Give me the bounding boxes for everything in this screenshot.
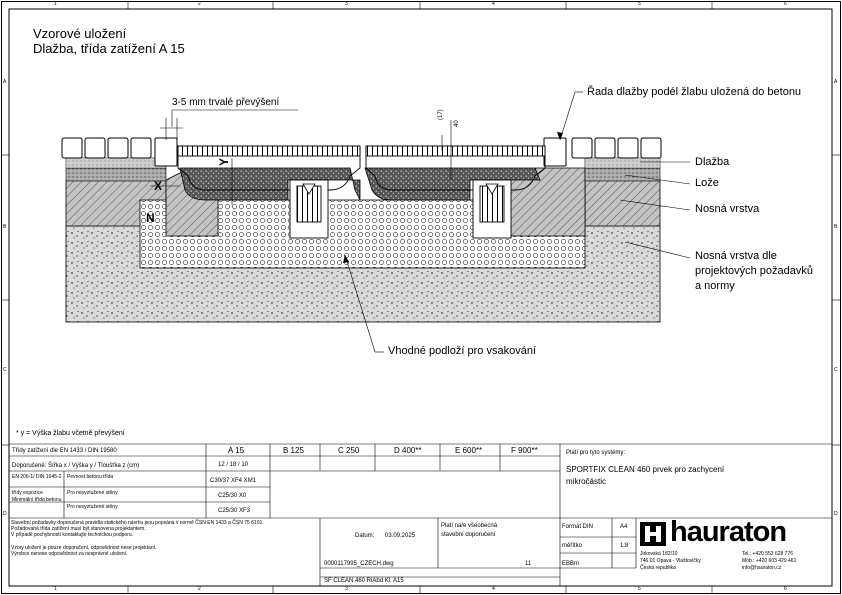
drawing-name: SF CLEAN 460 RiAbd Kl. A15 bbox=[324, 578, 404, 584]
base-layer-right bbox=[585, 180, 660, 226]
base-label: Minimální třída betonu bbox=[12, 497, 62, 503]
valid-for: Platí pro tyto systémy: bbox=[566, 450, 626, 456]
label-y: Y bbox=[217, 157, 231, 166]
row-label-a: A bbox=[3, 79, 7, 85]
row-label-d: D bbox=[3, 511, 7, 517]
row2-value: C25/30 X0 bbox=[218, 493, 247, 499]
row-label-c-right: C bbox=[834, 367, 838, 373]
dim-17: (17) bbox=[438, 109, 444, 120]
row2-label: Pro nevyztužené stěny bbox=[67, 490, 118, 496]
class-e600: E 600** bbox=[455, 446, 483, 455]
dim-row-label: Doporučené: Šířka x / Výška y / Tloušťka z (cm) bbox=[12, 463, 140, 469]
col-label-5: 5 bbox=[638, 1, 641, 7]
row-label-b: B bbox=[3, 224, 7, 230]
callout-subsoil: Vhodné podloží pro vsakování bbox=[388, 345, 536, 357]
footnote: * y = Výška žlabu včetně převýšení bbox=[16, 430, 125, 437]
label-n: N bbox=[146, 211, 155, 225]
label-x: X bbox=[154, 179, 163, 193]
address-2: 746 01 Opava - Vlaštovičky bbox=[640, 558, 701, 564]
bed-layer-right bbox=[585, 168, 660, 181]
title-line-1: Vzorové uložení bbox=[33, 26, 127, 41]
class-d400: D 400** bbox=[394, 446, 422, 455]
col-label-1: 1 bbox=[54, 1, 57, 7]
date-value: 03.09.2025 bbox=[385, 533, 416, 539]
callout-row: Řada dlažby podél žlabu uložená do betonu bbox=[587, 86, 802, 98]
exposure-label: třídy expozice bbox=[12, 490, 43, 496]
class-b125: B 125 bbox=[283, 446, 304, 455]
dim-row-value: 12 / 18 / 10 bbox=[218, 462, 249, 468]
class-c250: C 250 bbox=[338, 446, 360, 455]
hauraton-logo-mark bbox=[640, 522, 666, 546]
col-label-3: 3 bbox=[345, 1, 348, 7]
class-a15: A 15 bbox=[228, 446, 245, 455]
row-label-b-right: B bbox=[834, 224, 838, 230]
note-4: Vzory uložení je pouze doporučení, odpovědnost nese projektant. bbox=[11, 545, 157, 551]
en-label: EN 206-1/ DIN 1045-2 bbox=[12, 474, 62, 480]
bed-layer-left bbox=[66, 168, 166, 181]
row-label-d-right: D bbox=[834, 511, 838, 517]
class-f900: F 900** bbox=[511, 446, 538, 455]
col-label-2b: 2 bbox=[198, 586, 201, 592]
format-value: A4 bbox=[620, 524, 628, 530]
callout-paving: Dlažba bbox=[695, 156, 730, 168]
general-label-1: Platí na/e všeobecná bbox=[441, 523, 498, 529]
col-label-6b: 6 bbox=[784, 586, 787, 592]
col-label-2: 2 bbox=[198, 1, 201, 7]
row3-label: Pro nevyztužené stěny bbox=[67, 504, 118, 510]
system-2: mikročástic bbox=[566, 477, 607, 486]
note-1: Stavební požadavky doporučená pravidla statického návrhu jsou popsána v normě ČSN EN 1433 a ČSN 75 6101. bbox=[11, 520, 264, 526]
author: EBBm bbox=[562, 561, 580, 567]
col-label-5b: 5 bbox=[638, 586, 641, 592]
row-label-a-right: A bbox=[834, 79, 838, 85]
hauraton-logo-text: hauraton bbox=[670, 516, 787, 548]
address-1: Jirkovská 182/10 bbox=[640, 551, 678, 557]
callout-subbase-1: Nosná vrstva dle bbox=[695, 250, 777, 262]
sheet: 11 bbox=[525, 561, 532, 567]
scale-value: 1:8 bbox=[620, 543, 629, 549]
system-1: SPORTFIX CLEAN 460 prvek pro zachycení bbox=[566, 465, 725, 474]
min-strength-label: Pevnost betonu třída bbox=[67, 474, 114, 480]
col-label-1b: 1 bbox=[54, 586, 57, 592]
dim-overheight: 3-5 mm trvalé převýšení bbox=[172, 97, 280, 108]
row3-value: C25/30 XF3 bbox=[218, 508, 251, 514]
scale-label: měřítko bbox=[562, 543, 583, 549]
doc-number: 0000117995_CZECH.dwg bbox=[324, 561, 394, 567]
col-label-4b: 4 bbox=[492, 586, 495, 592]
phone: Tel.: +420 553 628 776 bbox=[742, 551, 794, 557]
note-3: V případě pochybností kontaktujte technickou podporu. bbox=[11, 532, 134, 538]
col-label-6: 6 bbox=[784, 1, 787, 7]
format-label: Formát DIN bbox=[562, 524, 594, 530]
note-5: Výrobce nenese odpovědnost za nesprávné uložení. bbox=[11, 551, 128, 557]
note-2: Požadovaná třída zatížení musí být stanovena projektantem. bbox=[11, 526, 146, 532]
email: info@hauraton.cz bbox=[742, 565, 782, 571]
date-label: Datum: bbox=[355, 533, 375, 539]
callout-subbase-3: a normy bbox=[695, 280, 735, 292]
col-label-3b: 3 bbox=[345, 586, 348, 592]
callout-base: Nosná vrstva bbox=[695, 203, 760, 215]
address-3: Česká republika bbox=[640, 565, 676, 571]
base-value: C30/37 XF4 XM1 bbox=[210, 478, 257, 484]
title-line-2: Dlažba, třída zatížení A 15 bbox=[33, 41, 185, 56]
mobile: Mob.: +420 603 429 461 bbox=[742, 558, 797, 564]
callout-bed: Lože bbox=[695, 177, 719, 189]
col-label-4: 4 bbox=[492, 1, 495, 7]
class-header: Třídy zatížení dle EN 1433 / DIN 19580 bbox=[12, 448, 117, 454]
row-label-c: C bbox=[3, 367, 7, 373]
general-label-2: stavební doporučení bbox=[441, 532, 496, 538]
callout-subbase-2: projektových požadavků bbox=[695, 265, 814, 277]
dim-40: 40 bbox=[454, 120, 460, 127]
